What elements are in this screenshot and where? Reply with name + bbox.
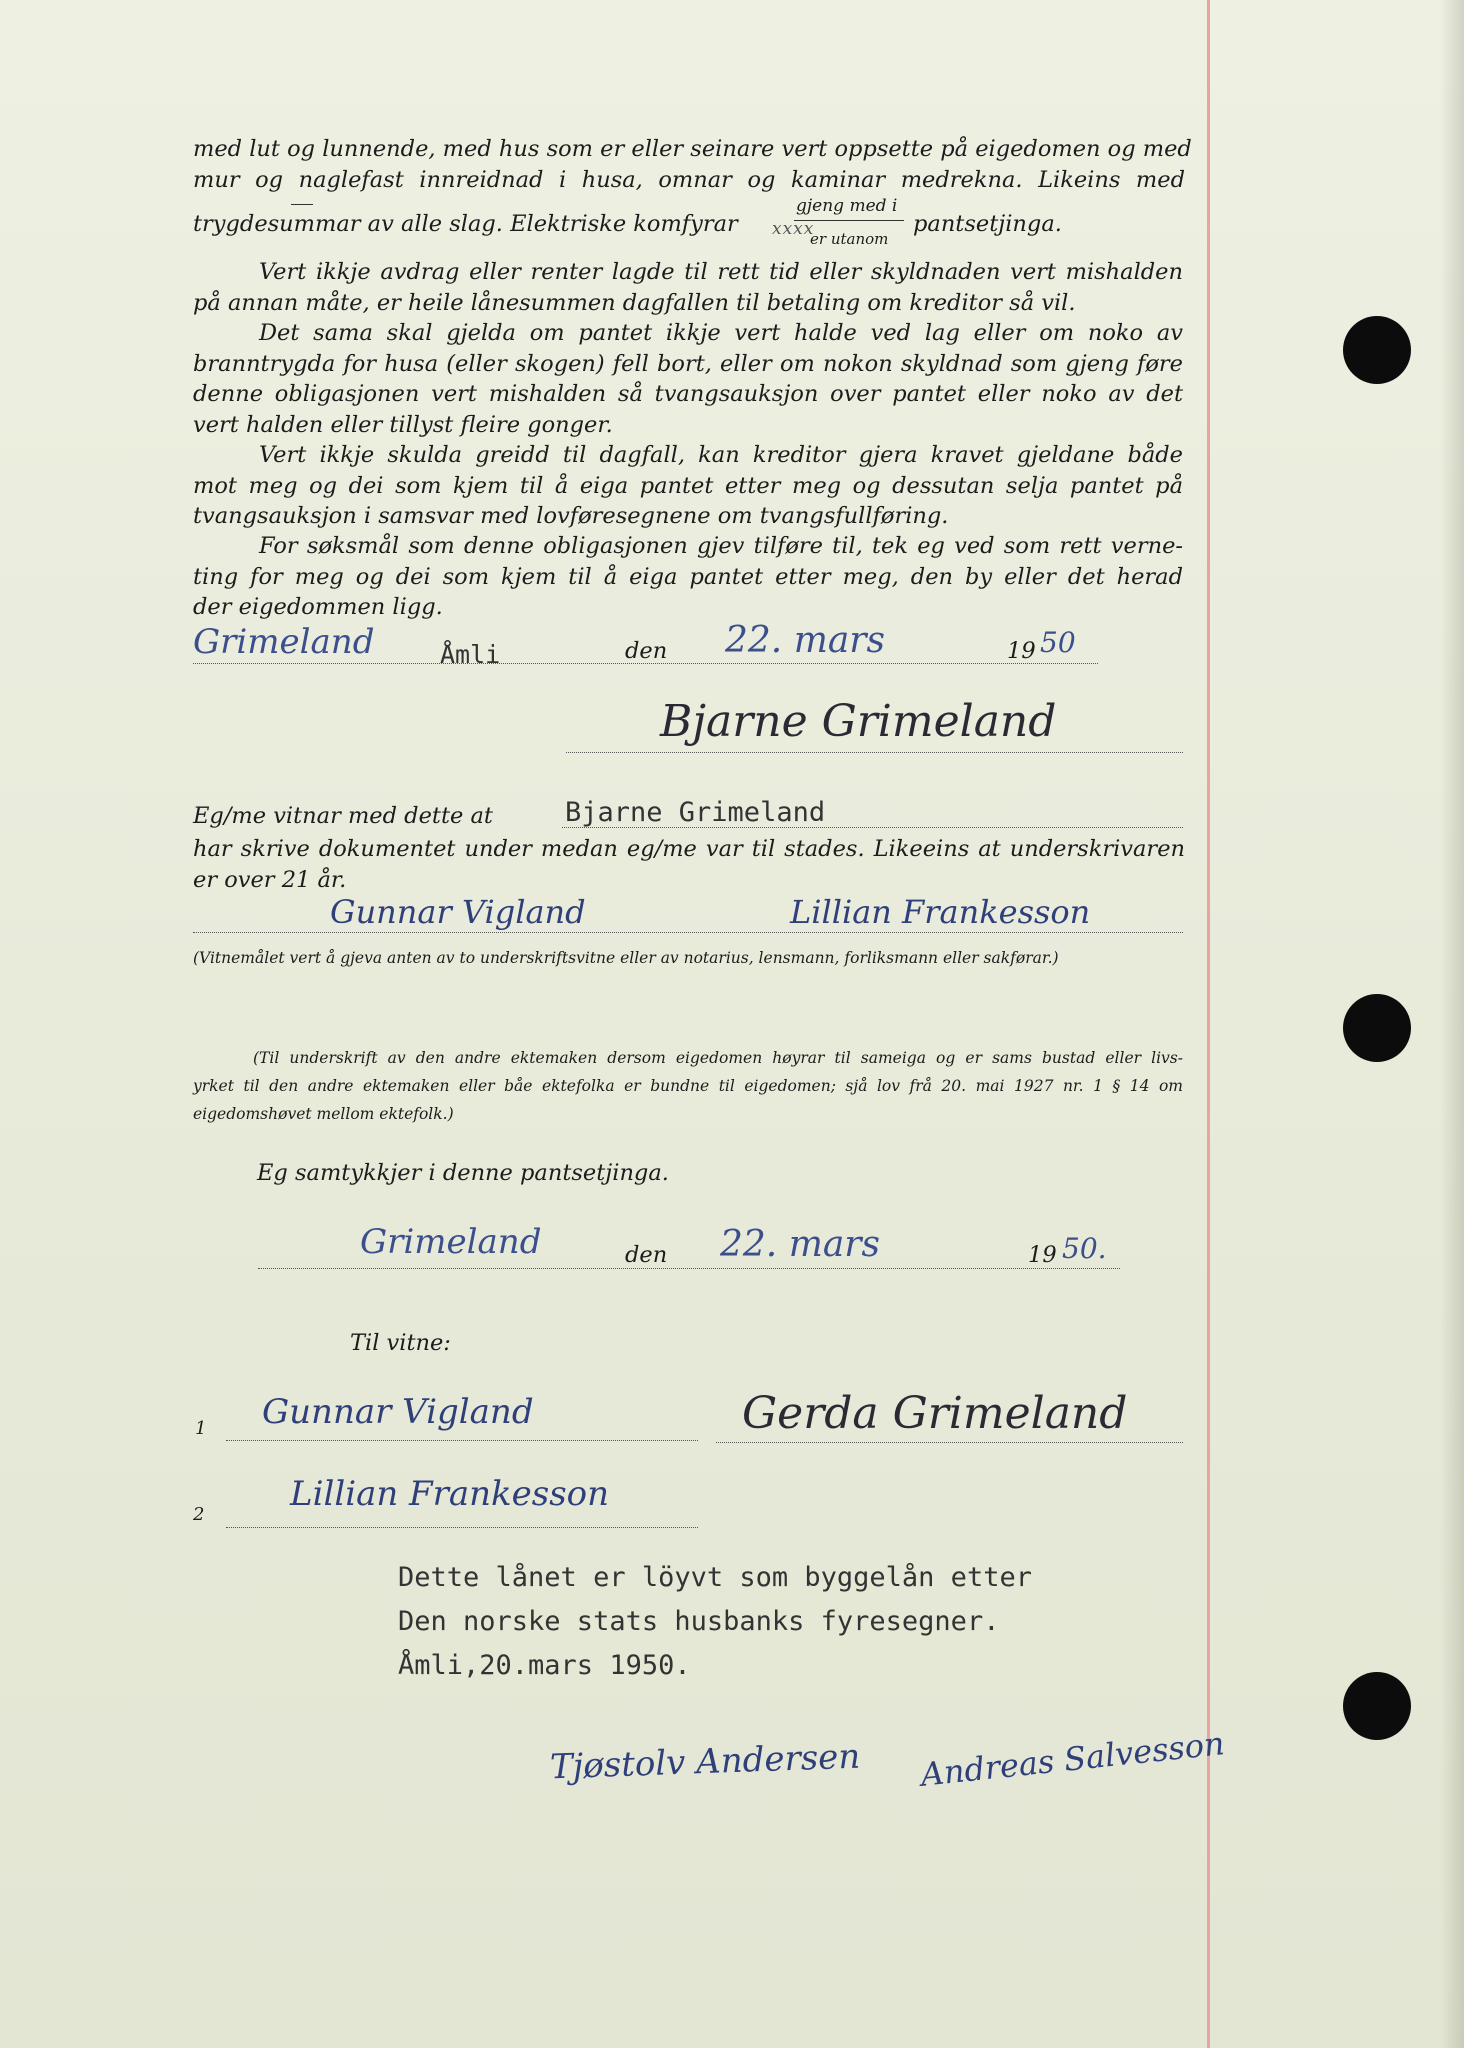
witness-2-signature: Lillian Frankesson bbox=[790, 893, 1091, 931]
stamp-line: Åmli,20.mars 1950. bbox=[398, 1650, 691, 1681]
year-prefix: 19 bbox=[1028, 1242, 1057, 1268]
text-line: ting for meg og dei som kjem til å eiga pantet etter meg, den by eller det herad bbox=[193, 563, 1183, 590]
witness-rule bbox=[193, 932, 1183, 933]
option-text-below: er utanom bbox=[810, 230, 889, 248]
handwritten-year: 50. bbox=[1062, 1232, 1107, 1265]
text-line: (Vitnemålet vert å gjeva anten av to underskriftsvitne eller av notarius, lensmann, forliksmann eller sakførar.) bbox=[193, 949, 1059, 967]
signature-rule bbox=[566, 752, 1183, 753]
text-line: mot meg og dei som kjem til å eiga pantet etter meg og dessutan selja pantet på bbox=[193, 472, 1183, 499]
witness-statement-prefix: Eg/me vitnar med dette at bbox=[193, 803, 493, 829]
text-line: Det sama skal gjelda om pantet ikkje vert halde ved lag eller om noko av bbox=[259, 320, 1183, 346]
spouse-note bbox=[193, 1044, 1183, 1128]
den-label: den bbox=[625, 638, 668, 664]
handwritten-place: Grimeland bbox=[360, 1222, 542, 1262]
text-line: trygdesummar av alle slag. Elektriske komfyrar bbox=[193, 211, 738, 237]
text-line: For søksmål som denne obligasjonen gjev tilføre til, tek eg ved som rett verne- bbox=[259, 533, 1183, 559]
approval-stamp bbox=[398, 1556, 1032, 1688]
debtor-signature: Bjarne Grimeland bbox=[660, 696, 1057, 747]
stamp-line: Dette lånet er löyvt som byggelån etter bbox=[398, 1562, 1032, 1593]
text-line: på annan måte, er heile lånesummen dagfallen til betaling om kreditor så vil. bbox=[193, 289, 1076, 316]
text-line: (Til underskrift av den andre ektemaken dersom eigedomen høyrar til sameiga og er sams bustad eller livs- bbox=[253, 1049, 1183, 1067]
paragraph-5 bbox=[193, 531, 1183, 623]
text-line: eigedomshøvet mellom ektefolk.) bbox=[193, 1105, 454, 1123]
text-line: med lut og lunnende, med hus som er eller seinare vert oppsette på eigedomen og med bbox=[193, 136, 1192, 162]
witness-note bbox=[193, 944, 1183, 972]
text-line: mur og naglefast innreidnad i husa, omnar og kaminar medrekna. Likeins med bbox=[193, 166, 1185, 193]
page-edge-shadow bbox=[1440, 0, 1464, 2048]
stamp-line: Den norske stats husbanks fyresegner. bbox=[398, 1606, 1000, 1637]
year-prefix: 19 bbox=[1007, 638, 1036, 664]
consent-line: Eg samtykkjer i denne pantsetjinga. bbox=[257, 1160, 669, 1186]
spouse-signature: Gerda Grimeland bbox=[742, 1388, 1128, 1439]
struck-out-text: xxxx bbox=[772, 219, 815, 239]
witness-1-signature: Gunnar Vigland bbox=[330, 893, 586, 931]
paragraph-3 bbox=[193, 318, 1183, 440]
official-signature-1: Tjøstolv Andersen bbox=[549, 1736, 861, 1788]
handwritten-date: 22. mars bbox=[720, 1224, 880, 1265]
text-line: er over 21 år. bbox=[193, 866, 347, 893]
text-line: Vert ikkje avdrag eller renter lagde til rett tid eller skyldnaden vert mishalden bbox=[259, 259, 1183, 285]
handwritten-year: 50 bbox=[1040, 626, 1076, 659]
text-line: vert halden eller tillyst fleire gonger. bbox=[193, 411, 613, 438]
handwritten-place: Grimeland bbox=[193, 622, 375, 662]
text-line: tvangsauksjon i samsvar med lovføresegnene om tvangsfullføring. bbox=[193, 503, 949, 529]
pen-mark bbox=[291, 204, 313, 205]
paragraph-1 bbox=[193, 134, 1192, 195]
witness-statement-text bbox=[193, 834, 1185, 895]
signature-rule bbox=[716, 1442, 1183, 1443]
place-date-rule bbox=[258, 1268, 1120, 1269]
text-line: har skrive dokumentet under medan eg/me var til stades. Likeeins at underskrivaren bbox=[193, 836, 1185, 862]
handwritten-date: 22. mars bbox=[725, 620, 885, 661]
text-line: yrket til den andre ektemaken eller båe ektefolka er bundne til eigedomen; sjå lov frå 20. mai 1927 nr. 1 § 14 om bbox=[193, 1077, 1183, 1095]
til-vitne-label: Til vitne: bbox=[350, 1330, 451, 1356]
name-rule bbox=[562, 827, 1183, 828]
text-line: branntrygda for husa (eller skogen) fell bort, eller om nokon skyldnad som gjeng føre bbox=[193, 350, 1183, 377]
official-signature-2: Andreas Salvesson bbox=[918, 1724, 1227, 1794]
text-line: Vert ikkje skulda greidd til dagfall, kan kreditor gjera kravet gjeldane både bbox=[259, 442, 1183, 468]
text-line: pantsetjinga. bbox=[913, 211, 1062, 237]
witness-1-signature: Gunnar Vigland bbox=[262, 1392, 534, 1432]
den-label: den bbox=[625, 1242, 668, 1268]
option-text-above: gjeng med i bbox=[796, 196, 898, 216]
typed-name: Bjarne Grimeland bbox=[565, 797, 826, 828]
punch-hole-icon bbox=[1343, 316, 1411, 384]
witness-2-signature: Lillian Frankesson bbox=[290, 1474, 610, 1514]
typed-place: Åmli bbox=[440, 640, 501, 669]
paragraph-2 bbox=[193, 257, 1183, 318]
punch-hole-icon bbox=[1343, 1672, 1411, 1740]
witness-number: 1 bbox=[195, 1418, 207, 1439]
text-line: denne obligasjonen vert mishalden så tvangsauksjon over pantet eller noko av det bbox=[193, 381, 1183, 407]
text-line: der eigedommen ligg. bbox=[193, 594, 443, 620]
witness-rule bbox=[226, 1527, 698, 1528]
paragraph-4 bbox=[193, 440, 1183, 532]
witness-rule bbox=[226, 1440, 698, 1441]
punch-hole-icon bbox=[1343, 994, 1411, 1062]
witness-number: 2 bbox=[193, 1504, 205, 1525]
